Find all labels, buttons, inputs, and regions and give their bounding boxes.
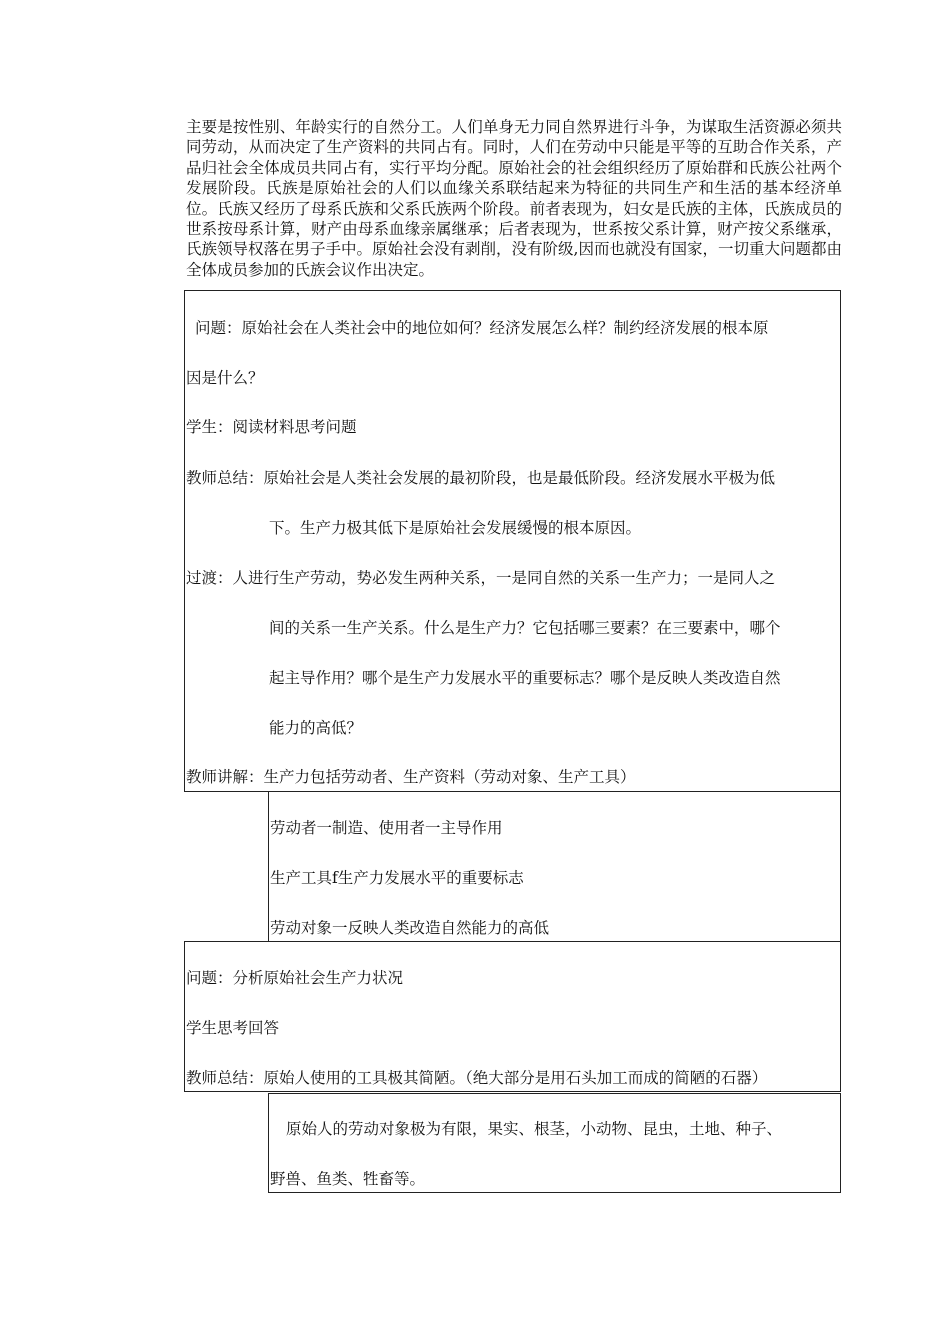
question-1-line-2: 因是什么？ xyxy=(186,369,264,387)
transition-line-1: 过渡：人进行生产劳动，势必发生两种关系，一是同自然的关系一生产力；一是同人之 xyxy=(186,569,776,587)
labor-object-line-1: 原始人的劳动对象极为有限，果实、根茎，小动物、昆虫，土地、种子、 xyxy=(286,1120,783,1138)
element-labor-object: 劳动对象一反映人类改造自然能力的高低 xyxy=(270,919,550,937)
teacher-lecture: 教师讲解：生产力包括劳动者、生产资料（劳动对象、生产工具） xyxy=(186,768,636,786)
student-response-1: 学生：阅读材料思考问题 xyxy=(186,418,357,436)
transition-line-2: 间的关系一生产关系。什么是生产力？它包括哪三要素？在三要素中，哪个 xyxy=(269,619,781,637)
transition-line-3: 起主导作用？哪个是生产力发展水平的重要标志？哪个是反映人类改造自然 xyxy=(269,669,781,687)
question-2: 问题：分析原始社会生产力状况 xyxy=(186,969,404,987)
transition-line-4: 能力的高低？ xyxy=(269,719,363,737)
teacher-summary-1-line-1: 教师总结：原始社会是人类社会发展的最初阶段，也是最低阶段。经济发展水平极为低 xyxy=(186,469,776,487)
teacher-summary-1-line-2: 下。生产力极其低下是原始社会发展缓慢的根本原因。 xyxy=(269,519,642,537)
labor-object-line-2: 野兽、鱼类、牲畜等。 xyxy=(270,1170,426,1188)
teacher-summary-2: 教师总结：原始人使用的工具极其简陋。（绝大部分是用石头加工而成的简陋的石器） xyxy=(186,1069,768,1087)
question-1-line-1: 问题：原始社会在人类社会中的地位如何？经济发展怎么样？制约经济发展的根本原 xyxy=(195,319,769,337)
student-response-2: 学生思考回答 xyxy=(186,1019,280,1037)
intro-paragraph: 主要是按性别、年龄实行的自然分工。人们单身无力同自然界进行斗争，为谋取生活资源必须共同劳动，从而决定了生产资料的共同占有。同时，人们在劳动中只能是平等的互助合作关系，产品归社会全体成员共同占有，实行平均分配。原始社会的社会组织经历了原始群和氏族公社两个发展阶段。氏族是原始社会的人们以血缘关系联结起来为特征的共同生产和生活的基本经济单位。氏族又经历了母系氏族和父系氏族两个阶段。前者表现为，妇女是氏族的主体，氏族成员的世系按母系计算，财产由母系血缘亲属继承；后者表现为，世系按父系计算，财产按父系继承，氏族领导权落在男子手中。原始社会没有剥削，没有阶级,因而也就没有国家，一切重大问题都由全体成员参加的氏族会议作出决定。 xyxy=(186,118,842,279)
element-laborer: 劳动者一制造、使用者一主导作用 xyxy=(270,819,503,837)
element-tools: 生产工具f生产力发展水平的重要标志 xyxy=(270,869,524,887)
